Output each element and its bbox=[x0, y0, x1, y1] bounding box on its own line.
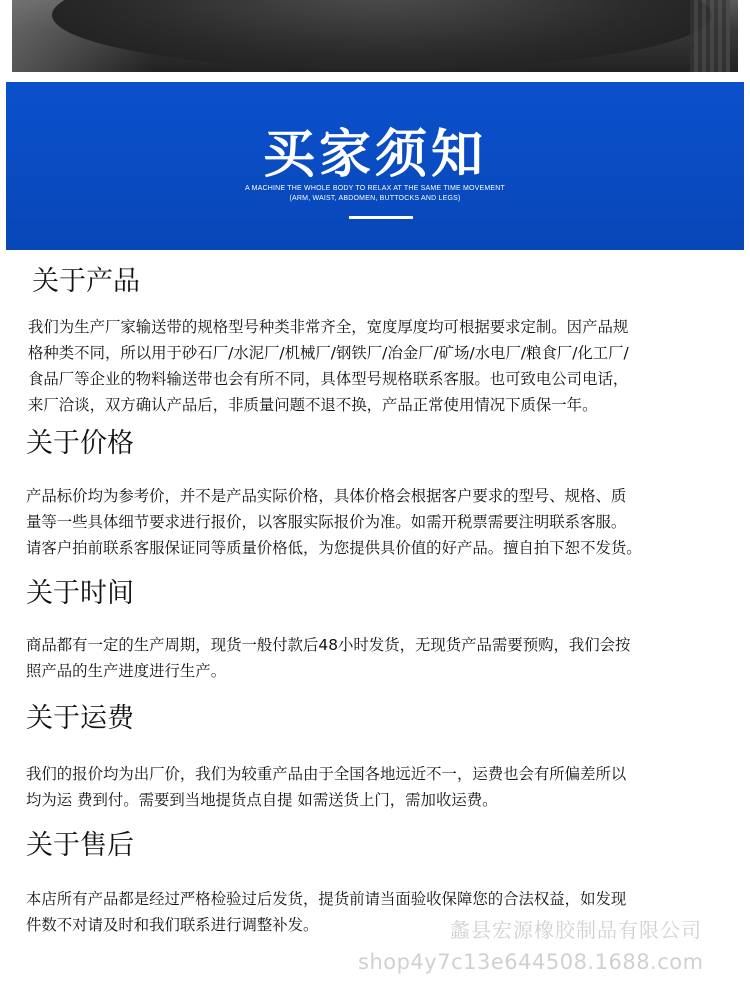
section-heading: 关于时间 bbox=[26, 578, 134, 609]
section-body bbox=[26, 761, 750, 813]
body-line: 我们的报价均为出厂价，我们为较重产品由于全国各地远近不一，运费也会有所偏差所以 bbox=[26, 765, 627, 783]
watermark-url: shop4y7c13e644508.1688.com bbox=[358, 950, 704, 974]
body-line: 件数不对请及时和我们联系进行调整补发。 bbox=[26, 916, 319, 934]
body-line: 产品标价均为参考价，并不是产品实际价格，具体价格会根据客户要求的型号、规格、质 bbox=[26, 487, 627, 505]
section-time bbox=[0, 578, 750, 684]
section-heading: 关于产品 bbox=[32, 266, 140, 297]
body-line: 请客户拍前联系客服保证同等质量价格低，为您提供具价值的好产品。擅自拍下恕不发货。 bbox=[26, 539, 642, 557]
belt-roller-image bbox=[690, 0, 730, 72]
body-line: 均为运 费到付。需要到当地提货点自提 如需送货上门，需加收运费。 bbox=[26, 791, 498, 809]
body-line: 本店所有产品都是经过严格检验过后发货，提货前请当面验收保障您的合法权益，如发现 bbox=[26, 890, 627, 908]
body-line: 量等一些具体细节要求进行报价，以客服实际报价为准。如需开税票需要注明联系客服。 bbox=[26, 513, 627, 531]
body-line: 我们为生产厂家输送带的规格型号种类非常齐全，宽度厚度均可根据要求定制。因产品规 bbox=[28, 318, 629, 336]
banner-subtitle bbox=[6, 184, 744, 204]
section-heading: 关于运费 bbox=[26, 703, 134, 734]
body-line: 食品厂等企业的物料输送带也会有所不同，具体型号规格联系客服。也可致电公司电话， bbox=[28, 370, 629, 388]
body-line: 照产品的生产进度进行生产。 bbox=[26, 662, 227, 680]
notice-banner bbox=[6, 82, 744, 250]
product-photo bbox=[12, 0, 738, 72]
body-line: 商品都有一定的生产周期，现货一般付款后48小时发货，无现货产品需要预购，我们会按 bbox=[26, 636, 631, 654]
section-price bbox=[0, 428, 750, 561]
section-heading: 关于价格 bbox=[26, 428, 134, 459]
banner-underline bbox=[349, 216, 413, 219]
banner-subtitle-line-2: (ARM, WAIST, ABDOMEN, BUTTOCKS AND LEGS) bbox=[289, 195, 461, 202]
section-product bbox=[0, 266, 750, 418]
section-heading: 关于售后 bbox=[26, 830, 134, 861]
section-body bbox=[28, 314, 750, 418]
banner-title: 买家须知 bbox=[262, 125, 487, 185]
section-shipping bbox=[0, 703, 750, 813]
section-body bbox=[26, 483, 750, 561]
banner-subtitle-line-1: A MACHINE THE WHOLE BODY TO RELAX AT THE SAME TIME MOVEMENT bbox=[244, 185, 506, 192]
body-line: 来厂洽谈，双方确认产品后，非质量问题不退不换，产品正常使用情况下质保一年。 bbox=[28, 396, 598, 414]
section-body bbox=[26, 632, 750, 684]
body-line: 格种类不同，所以用于砂石厂/水泥厂/机械厂/钢铁厂/冶金厂/矿场/水电厂/粮食厂/化工厂/ bbox=[28, 344, 629, 362]
watermark-company: 蠡县宏源橡胶制品有限公司 bbox=[450, 918, 702, 942]
